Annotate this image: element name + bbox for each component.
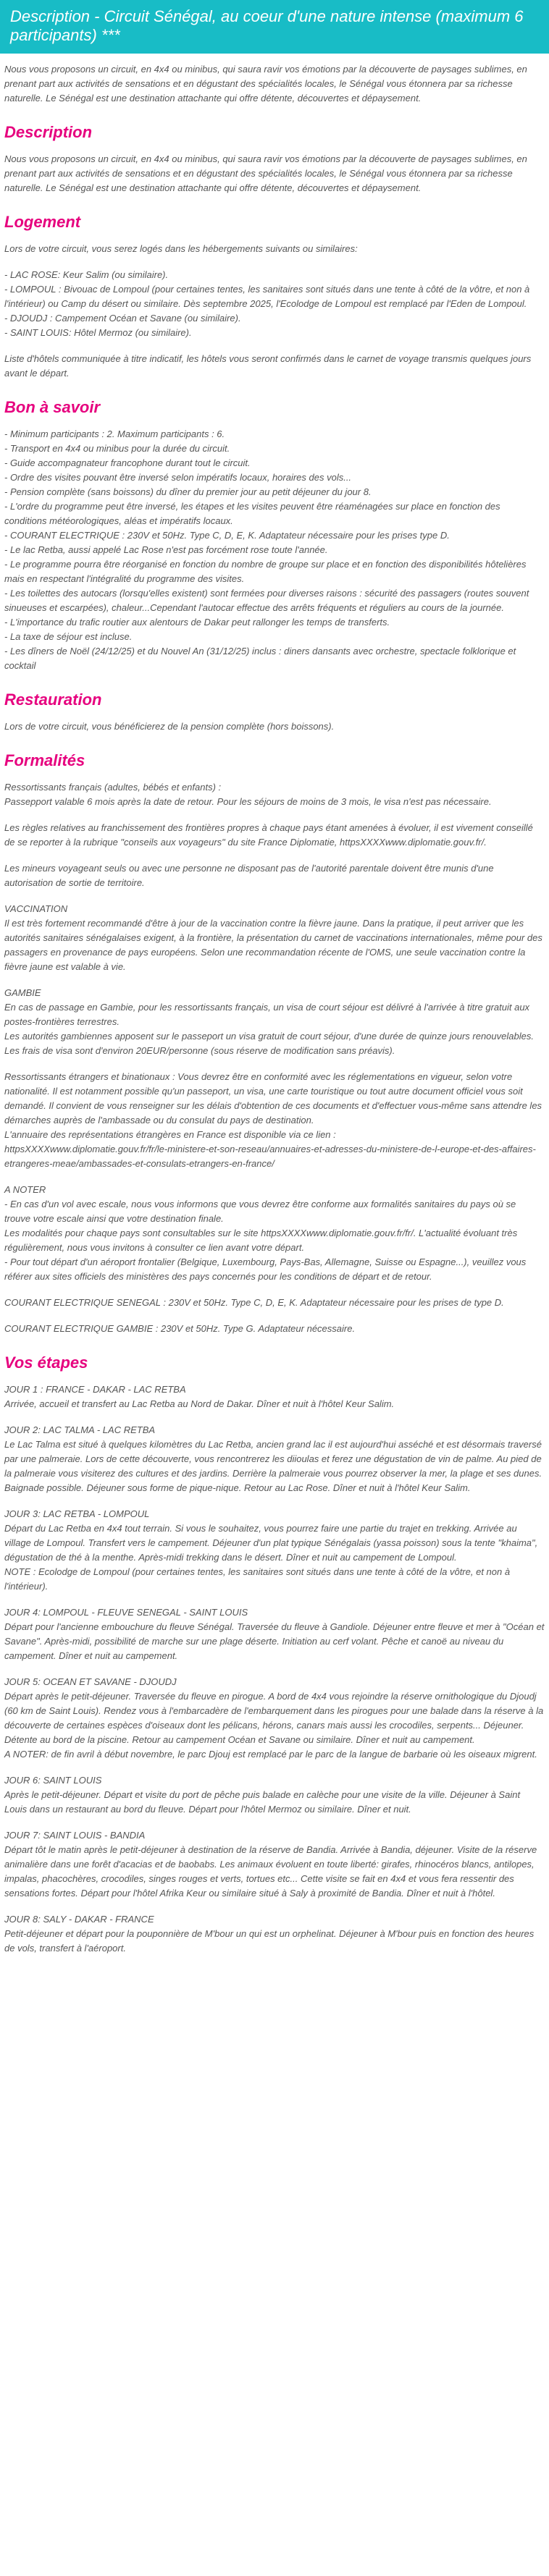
bon-a-savoir-item: - Le lac Retba, aussi appelé Lac Rose n'est pas forcément rose toute l'année.: [4, 544, 328, 555]
day-title: JOUR 4: LOMPOUL - FLEUVE SENEGAL - SAINT LOUIS: [4, 1607, 248, 1618]
restauration-text: Lors de votre circuit, vous bénéficierez de la pension complète (hors boissons).: [4, 721, 335, 732]
day-text: Arrivée, accueil et transfert au Lac Retba au Nord de Dakar. Dîner et nuit à l'hôtel Keur Salim.: [4, 1398, 395, 1409]
logement-intro: Lors de votre circuit, vous serez logés dans les hébergements suivants ou similaires:: [4, 243, 358, 254]
day-block: [4, 1507, 545, 1594]
description-text: Nous vous proposons un circuit, en 4x4 ou minibus, qui saura ravir vos émotions par la découverte de paysages sublimes, en prenant part aux activités de sensations et en dégustant des spécialités locales, le Sénégal vous étonnera par sa richesse naturelle. Le Sénégal est une destination attachante qui offre détente, découvertes et dépaysement.: [4, 153, 530, 193]
day-text: Départ du Lac Retba en 4x4 tout terrain. Si vous le souhaitez, vous pourrez faire une partie du trajet en trekking. Arrivée au village de Lompoul. Transfert vers le campement. Déjeuner d'un plat typique Sénégalais (yassa poisson) sous la tente "khaima", dégustation de thé à la menthe. Après-midi trekking dans le désert. Dîner et nuit au campement de Lompoul. NOTE : Ecolodge de Lompoul (pour certaines tentes, les sanitaires sont situés dans une tente à côté de la vôtre, et non à l'intérieur).: [4, 1523, 538, 1592]
bon-a-savoir-item: - Guide accompagnateur francophone durant tout le circuit.: [4, 457, 251, 468]
formalites-paragraph: COURANT ELECTRIQUE GAMBIE : 230V et 50Hz. Type G. Adaptateur nécessaire.: [4, 1323, 356, 1334]
logement-item: - LAC ROSE: Keur Salim (ou similaire).: [4, 269, 169, 280]
restauration-heading: Restauration: [4, 691, 102, 709]
bon-a-savoir-item: - La taxe de séjour est incluse.: [4, 631, 133, 642]
day-block: [4, 1912, 545, 1956]
logement-heading: Logement: [4, 213, 81, 231]
day-title: JOUR 2: LAC TALMA - LAC RETBA: [4, 1424, 156, 1435]
formalites-paragraph: Ressortissants français (adultes, bébés et enfants) : Passepport valable 6 mois après la date de retour. Pour les séjours de moins de 3 mois, le visa n'est pas nécessaire.: [4, 782, 492, 807]
bon-a-savoir-item: - Le programme pourra être réorganisé en fonction du nombre de groupe sur place et en fonction des disponibilités hôtelières mais en respectant l'intégralité du programme des visites.: [4, 559, 527, 584]
logement-item: - SAINT LOUIS: Hôtel Mermoz (ou similaire).: [4, 327, 192, 338]
day-block: [4, 1828, 545, 1901]
logement-item: - LOMPOUL : Bivouac de Lompoul (pour certaines tentes, les sanitaires sont situés dans une tente à côté de la vôtre, et non à l'intérieur) ou Camp du désert ou similaire. Dès septembre 2025, l'Ecolodge de Lompoul est remplacé par l'Eden de Lompoul.: [4, 284, 530, 309]
bon-a-savoir-item: - Pension complète (sans boissons) du dîner du premier jour au petit déjeuner du jour 8.: [4, 486, 372, 497]
bon-a-savoir-heading: Bon à savoir: [4, 398, 101, 416]
bon-a-savoir-item: - COURANT ELECTRIQUE : 230V et 50Hz. Type C, D, E, K. Adaptateur nécessaire pour les prises type D.: [4, 530, 450, 541]
day-text: Le Lac Talma est situé à quelques kilomètres du Lac Retba, ancien grand lac il est aujourd'hui asséché et est désormais traversé par une palmeraie. Lors de cette découverte, vous rencontrerez les diioulas et ferez une dégustation de vin de palme. Au pied de la palmeraie vous visiterez des cultures et des jardins. Derrière la palmeraie vous pourrez observer la mer, la plage et ses dunes. Baignade possible. Déjeuner sous forme de pique-nique. Retour au Lac Rose. Dîner et nuit à l'hôtel Keur Salim.: [4, 1439, 545, 1493]
formalites-paragraph: A NOTER - En cas d'un vol avec escale, nous vous informons que vous devrez être conforme aux formalités sanitaires du pays où se trouve votre escale ainsi que votre destination finale. Les modalités pour chaque pays sont consultables sur le site httpsXXXXwww.diplomatie.gouv.fr/fr/. L'actualité évoluant très régulièrement, nous vous invitons à consulter ce lien avant votre départ. - Pour tout départ d'un aéroport frontalier (Belgique, Luxembourg, Pays-Bas, Allemagne, Suisse ou Espagne...), veuillez vous référer aux sites officiels des ministères des pays concernés pour les conditions de départ et de retour.: [4, 1184, 527, 1282]
intro-paragraph: Nous vous proposons un circuit, en 4x4 ou minibus, qui saura ravir vos émotions par la découverte de paysages sublimes, en prenant part aux activités de sensations et en dégustant des spécialités locales, le Sénégal vous étonnera par sa richesse naturelle. Le Sénégal est une destination attachante qui offre détente, découvertes et dépaysement.: [4, 64, 530, 104]
page-title: Description - Circuit Sénégal, au coeur d'une nature intense (maximum 6 participants) ***: [10, 7, 524, 44]
logement-note: Liste d'hôtels communiquée à titre indicatif, les hôtels vous seront confirmés dans le carnet de voyage transmis quelques jours avant le départ.: [4, 353, 534, 379]
logement-list: [4, 268, 545, 340]
day-title: JOUR 8: SALY - DAKAR - FRANCE: [4, 1914, 154, 1925]
formalites-paragraph: VACCINATION Il est très fortement recommandé d'être à jour de la vaccination contre la fièvre jaune. Dans la pratique, il peut arriver que les autorités sanitaires sénégalaises exigent, à la frontière, la présentation du carnet de vaccinations internationales, même pour des passagers en provenance de pays européens. Selon une recommandation récente de l'OMS, une seule vaccination contre la fièvre jaune est valable à vie.: [4, 903, 542, 972]
bon-a-savoir-item: - Transport en 4x4 ou minibus pour la durée du circuit.: [4, 443, 230, 454]
day-block: [4, 1675, 545, 1762]
bon-a-savoir-item: - L'ordre du programme peut être inversé, les étapes et les visites peuvent être réaménagées sur place en fonction des conditions météorologiques, aléas et impératifs locaux.: [4, 501, 500, 526]
bon-a-savoir-item: - Minimum participants : 2. Maximum participants : 6.: [4, 428, 225, 439]
day-text: Départ après le petit-déjeuner. Traversée du fleuve en pirogue. A bord de 4x4 vous rejoindre la réserve ornithologique du Djoudj (60 km de Saint Louis). Rendez vous à l'embarcadère de l'embarquement dans les pirogues pour une balade dans la réserve à la découverte de certaines espèces d'oiseaux dont les pélicans, hérons, canars mais aussi les crocodiles, serpents... Déjeuner. Détente au bord de la piscine. Retour au campement Océan et Savane ou similaire. Dîner et nuit au campement. A NOTER: de fin avril à début novembre, le parc Djouj est remplacé par le parc de la langue de barbarie où les oiseaux migrent.: [4, 1691, 544, 1760]
day-block: [4, 1382, 545, 1411]
description-heading: Description: [4, 123, 93, 141]
etapes-heading: Vos étapes: [4, 1354, 88, 1372]
day-title: JOUR 6: SAINT LOUIS: [4, 1775, 102, 1786]
day-text: Après le petit-déjeuner. Départ et visite du port de pêche puis balade en calèche pour une visite de la ville. Déjeuner à Saint Louis dans un restaurant au bord du fleuve. Départ pour l'hôtel Mermoz ou similaire. Dîner et nuit.: [4, 1789, 523, 1815]
bon-a-savoir-item: - Les toilettes des autocars (lorsqu'elles existent) sont fermées pour diverses raisons : sécurité des passagers (routes souvent sinueuses et escarpées), chaleur...Cependant l'autocar effectue des arrêts fréquents et réguliers au cours de la journée.: [4, 588, 529, 613]
day-text: Petit-déjeuner et départ pour la pouponnière de M'bour un qui est un orphelinat. Déjeuner à M'bour puis en fonction des heures de vols, transfert à l'aéroport.: [4, 1928, 537, 1954]
bon-a-savoir-list: [4, 427, 545, 673]
formalites-paragraph: Ressortissants étrangers et binationaux : Vous devrez être en conformité avec les réglementations en vigueur, selon votre nationalité. Il est notamment possible qu'un passeport, un visa, une carte touristique ou tout autre document officiel vous soit demandé. Il convient de vous renseigner sur les délais d'obtention de ces documents et d'effectuer vous-même sans attendre les démarches auprès de l'ambassade ou du consulat du pays de destination. L'annuaire des représentations étrangères en France est disponible via ce lien : httpsXXXXwww.diplomatie.gouv.fr/fr/le-ministere-et-son-reseau/annuaires-et-adresses-du-ministere-de-l-europe-et-des-affaires-etrangeres-meae/ambassades-et-consulats-etrangers-en-france/: [4, 1071, 542, 1169]
formalites-paragraph: Les règles relatives au franchissement des frontières propres à chaque pays étant amenées à évoluer, il est vivement conseillé de se reporter à la rubrique "conseils aux voyageurs" du site France Diplomatie, httpsXXXXwww.diplomatie.gouv.fr/.: [4, 822, 536, 848]
day-text: Départ tôt le matin après le petit-déjeuner à destination de la réserve de Bandia. Arrivée à Bandia, déjeuner. Visite de la réserve animalière dans une forêt d'acacias et de baobabs. Les animaux évoluent en toute liberté: girafes, rhinocéros blancs, antilopes, impalas, phacochères, crocodiles, singes rouges et verts, tortues etc... Cette visite se fait en 4x4 et vous fera ressentir des sensations fortes. Départ pour l'hôtel Afrika Keur ou similaire situé à Saly à proximité de Bandia. Dîner et nuit à l'hôtel.: [4, 1844, 540, 1899]
content: [0, 62, 549, 1956]
day-block: [4, 1773, 545, 1817]
day-title: JOUR 5: OCEAN ET SAVANE - DJOUDJ: [4, 1676, 177, 1687]
formalites-paragraph: COURANT ELECTRIQUE SENEGAL : 230V et 50Hz. Type C, D, E, K. Adaptateur nécessaire pour les prises de type D.: [4, 1297, 504, 1308]
formalites-paragraph: GAMBIE En cas de passage en Gambie, pour les ressortissants français, un visa de court séjour est délivré à l'arrivée à titre gratuit aux postes-frontières terrestres. Les autorités gambiennes apposent sur le passeport un visa gratuit de court séjour, d'une durée de quinze jours renouvelables. Les frais de visa sont d'environ 20EUR/personne (sous réserve de modification sans préavis).: [4, 987, 534, 1056]
formalites-paragraph: Les mineurs voyageant seuls ou avec une personne ne disposant pas de l'autorité parentale doivent être munis d'une autorisation de sortie de territoire.: [4, 863, 497, 888]
day-block: [4, 1605, 548, 1663]
bon-a-savoir-item: - L'importance du trafic routier aux alentours de Dakar peut rallonger les temps de transferts.: [4, 617, 390, 628]
bon-a-savoir-item: - Les dîners de Noël (24/12/25) et du Nouvel An (31/12/25) inclus : diners dansants avec orchestre, spectacle folklorique et cocktail: [4, 646, 516, 671]
formalites-heading: Formalités: [4, 751, 85, 769]
day-title: JOUR 3: LAC RETBA - LOMPOUL: [4, 1508, 150, 1519]
page-title-banner: [0, 0, 549, 54]
day-title: JOUR 7: SAINT LOUIS - BANDIA: [4, 1830, 146, 1841]
day-block: [4, 1423, 545, 1495]
day-title: JOUR 1 : FRANCE - DAKAR - LAC RETBA: [4, 1384, 186, 1395]
bon-a-savoir-item: - Ordre des visites pouvant être inversé selon impératifs locaux, horaires des vols...: [4, 472, 352, 483]
logement-item: - DJOUDJ : Campement Océan et Savane (ou similaire).: [4, 313, 241, 324]
day-text: Départ pour l'ancienne embouchure du fleuve Sénégal. Traversée du fleuve à Gandiole. Déjeuner entre fleuve et mer à "Océan et Savane". Après-midi, possibilité de marche sur une plage déserte. Initiation au cerf volant. Pêche et canoë au niveau du campement. Dîner et nuit au campement.: [4, 1621, 548, 1661]
